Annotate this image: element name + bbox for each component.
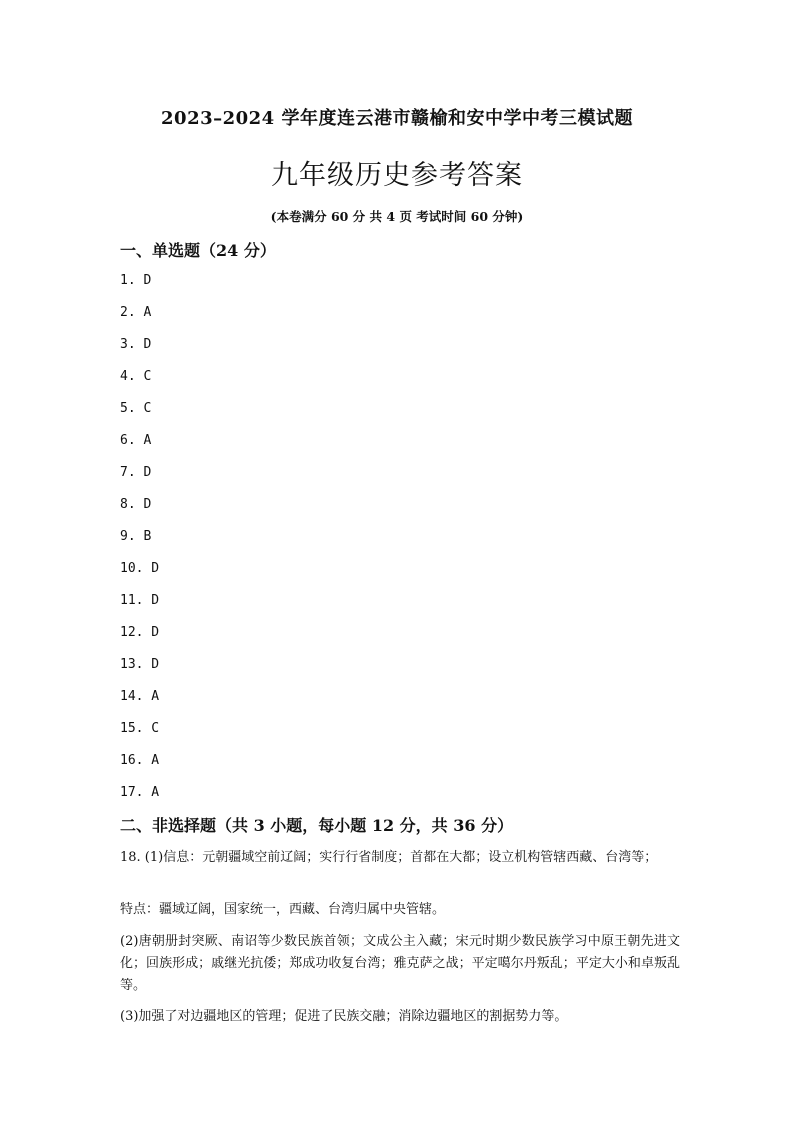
document-title: 2023–2024 学年度连云港市赣榆和安中学中考三模试题: [161, 108, 633, 129]
answer-item: 17. A: [120, 785, 160, 800]
q18-part2: (2)唐朝册封突厥、南诏等少数民族首领；文成公主入藏；宋元时期少数民族学习中原王朝先进文化；回族形成；戚继光抗倭；郑成功收复台湾；雅克萨之战；平定噶尔丹叛乱；平定大小和卓叛乱等。: [120, 934, 680, 993]
answer-item: 2. A: [120, 305, 152, 320]
answer-item: 4. C: [120, 369, 152, 384]
answer-item: 7. D: [120, 465, 152, 480]
answer-item: 1. D: [120, 273, 152, 288]
document-subtitle: 九年级历史参考答案: [271, 160, 523, 191]
section-1-heading: 一、单选题（24 分）: [120, 241, 276, 260]
answer-item: 16. A: [120, 753, 160, 768]
answer-item: 9. B: [120, 529, 152, 544]
answer-item: 10. D: [120, 561, 160, 576]
answer-item: 3. D: [120, 337, 152, 352]
exam-note: (本卷满分 60 分 共 4 页 考试时间 60 分钟): [270, 209, 524, 224]
answer-item: 5. C: [120, 401, 152, 416]
q18-feature: 特点：疆域辽阔，国家统一，西藏、台湾归属中央管辖。: [120, 902, 446, 917]
q18-part1: 18. (1)信息：元朝疆域空前辽阔；实行行省制度；首都在大都；设立机构管辖西藏、台湾等；: [120, 850, 658, 865]
answer-item: 6. A: [120, 433, 152, 448]
answer-item: 8. D: [120, 497, 152, 512]
section-2-heading: 二、非选择题（共 3 小题，每小题 12 分，共 36 分）: [120, 816, 514, 835]
answer-item: 11. D: [120, 593, 160, 608]
answer-list: [120, 272, 159, 816]
answer-item: 15. C: [120, 721, 160, 736]
answer-item: 13. D: [120, 657, 160, 672]
q18-part3: (3)加强了对边疆地区的管理；促进了民族交融；消除边疆地区的割据势力等。: [120, 1009, 568, 1024]
answer-item: 14. A: [120, 689, 160, 704]
answer-item: 12. D: [120, 625, 160, 640]
